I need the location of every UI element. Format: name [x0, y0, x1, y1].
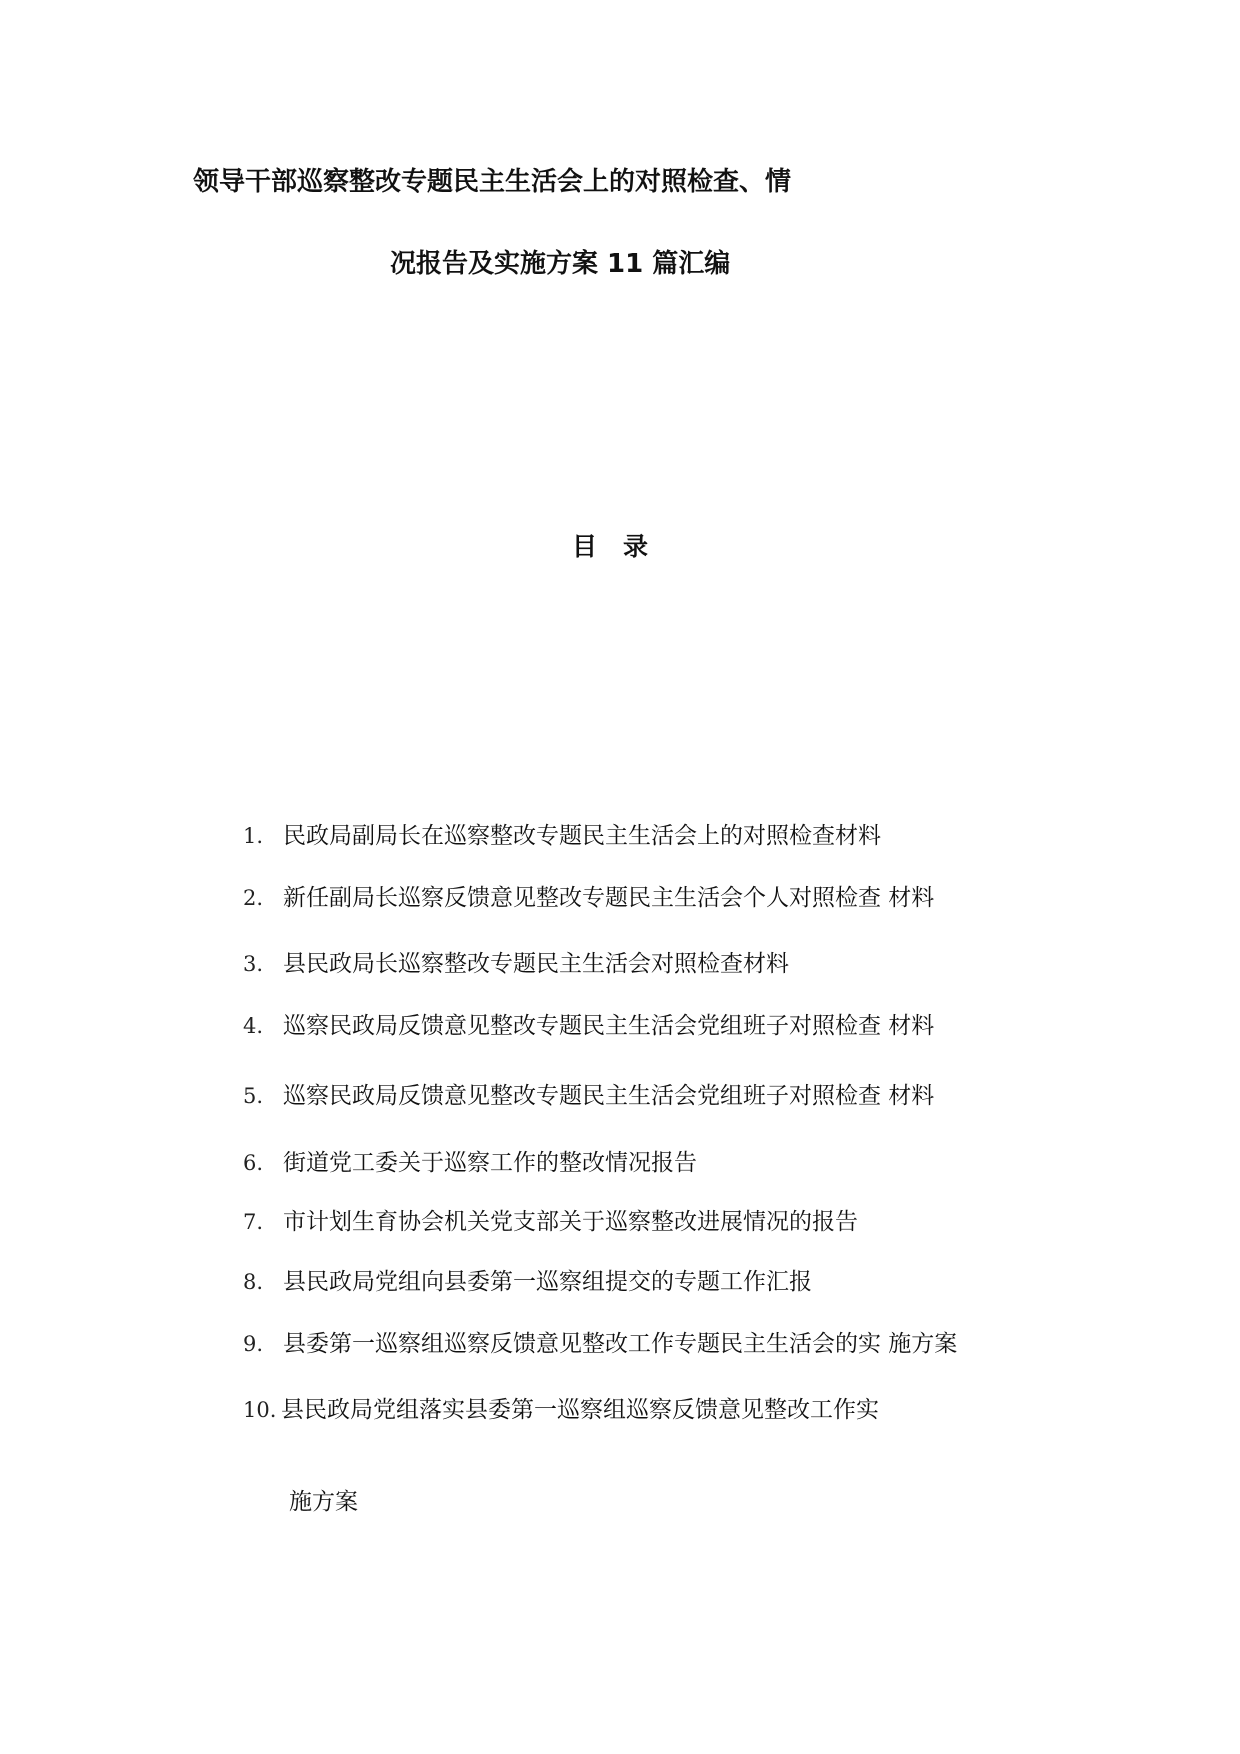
toc-item-text: 街道党工委关于巡察工作的整改情况报告 [283, 1150, 697, 1176]
toc-item-text: 巡察民政局反馈意见整改专题民主生活会党组班子对照检查 材料 [283, 1083, 935, 1109]
toc-item-number: 3. [243, 952, 264, 976]
toc-item-6 [243, 1147, 697, 1179]
toc-item-number: 2. [243, 886, 264, 910]
toc-item-9 [243, 1328, 957, 1360]
toc-item-text: 县委第一巡察组巡察反馈意见整改工作专题民主生活会的实 施方案 [283, 1331, 958, 1357]
toc-heading: 目录 [572, 532, 675, 561]
toc-item-text: 县民政局党组落实县委第一巡察组巡察反馈意见整改工作实 [281, 1397, 879, 1423]
toc-item-text: 县民政局党组向县委第一巡察组提交的专题工作汇报 [283, 1269, 812, 1295]
toc-item-number: 10. [243, 1398, 277, 1422]
toc-item-3 [243, 948, 789, 980]
toc-item-text: 县民政局长巡察整改专题民主生活会对照检查材料 [283, 951, 789, 977]
toc-item-10 [243, 1394, 879, 1426]
toc-item-number: 7. [243, 1210, 264, 1234]
toc-item-2 [243, 882, 934, 914]
toc-item-number: 9. [243, 1332, 264, 1356]
toc-item-8 [243, 1266, 812, 1298]
toc-item-number: 5. [243, 1084, 264, 1108]
toc-item-text: 巡察民政局反馈意见整改专题民主生活会党组班子对照检查 材料 [283, 1013, 935, 1039]
toc-item-7 [243, 1206, 858, 1238]
toc-item-1 [243, 820, 881, 852]
toc-item-4 [243, 1010, 934, 1042]
toc-item-number: 4. [243, 1014, 264, 1038]
toc-item-5 [243, 1080, 934, 1112]
toc-item-number: 6. [243, 1151, 264, 1175]
toc-item-10-continuation: 施方案 [289, 1489, 358, 1515]
toc-item-text: 新任副局长巡察反馈意见整改专题民主生活会个人对照检查 材料 [283, 885, 935, 911]
toc-item-text: 市计划生育协会机关党支部关于巡察整改进展情况的报告 [283, 1209, 858, 1235]
document-title-line-1: 领导干部巡察整改专题民主生活会上的对照检查、情 [193, 167, 792, 197]
document-title-line-2: 况报告及实施方案 11 篇汇编 [390, 249, 731, 279]
toc-item-number: 1. [243, 824, 264, 848]
toc-item-number: 8. [243, 1270, 264, 1294]
toc-item-text: 民政局副局长在巡察整改专题民主生活会上的对照检查材料 [283, 823, 881, 849]
